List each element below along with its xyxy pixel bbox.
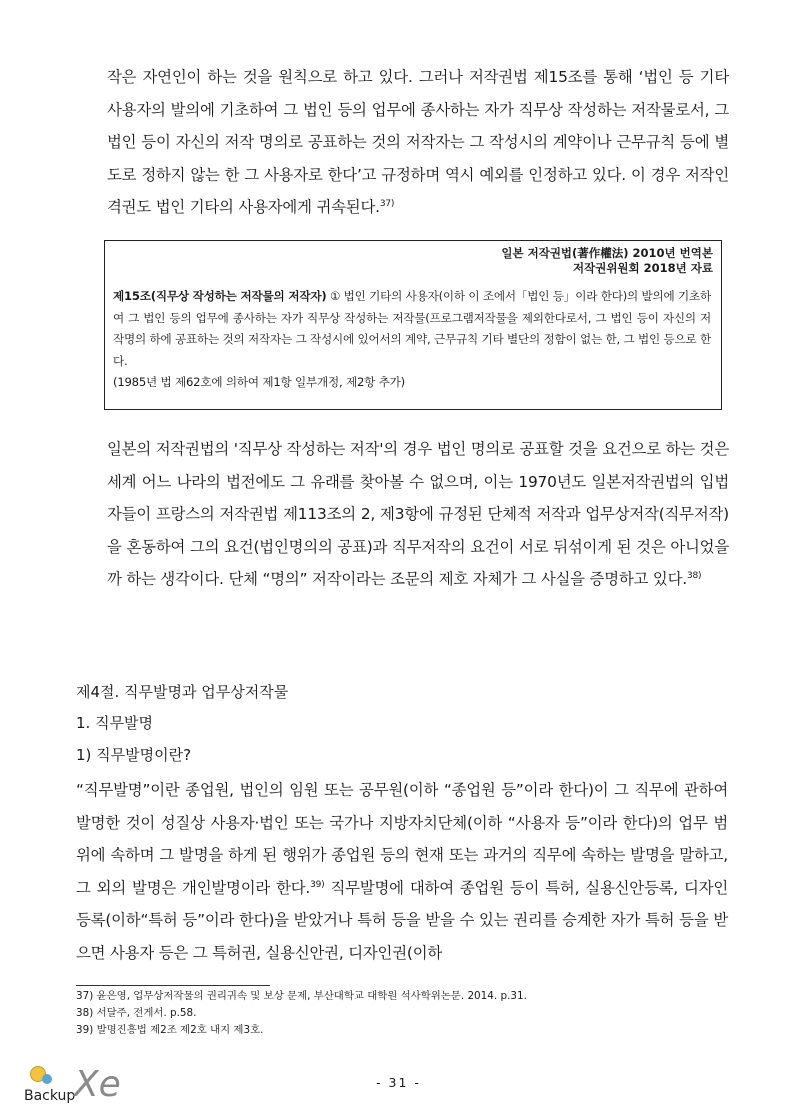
subsection-heading: 1. 직무발명 [76,714,154,732]
article-body: ① 법인 기타의 사용자(이하 이 조에서「법인 등」이라 한다)의 발의에 기초하여 그 법인 등의 업무에 종사하는 자가 직무상 작성하는 저작물(프로그램저작물을 제외한다로서, 그 법인 등이 자신의 저작명의 하에 공표하는 것의 저작자는 그 작성시에 있어서의 계약, 근무규칙 기타 별단의 정함이 없는 한, 그 법인 등으로 한다. [113,289,711,368]
footnote-ref-38[interactable]: 38) [686,571,702,582]
amendment-note: (1985년 법 제62호에 의하여 제1항 일부개정, 제2항 추가) [113,375,405,389]
section-heading: 제4절. 직무발명과 업무상저작물 [76,683,289,701]
paragraph-text: 작은 자연인이 하는 것을 원칙으로 하고 있다. 그러나 저작권법 제15조를 통해 ‘법인 등 기타 사용자의 발의에 기초하여 그 법인 등의 업무에 종사하는 자가 직무상 작성하는 저작물로서, 그 법인 등이 자신의 저작 명의로 공표하는 것의 저작자는 그 작성시의 계약이나 근무규칙 등에 별도로 정하지 않는 한 그 사용자로 한다’고 규정하며 역시 예외를 인정하고 있다. 이 경우 저작인격권도 법인 기타의 사용자에게 귀속된다. [107,68,729,217]
backupxe-logo-icon [0,1060,130,1110]
paragraph-text-a: “직무발명”이란 종업원, 법인의 임원 또는 공무원(이하 “종업원 등”이라 한다)이 그 직무에 관하여 발명한 것이 성질상 사용자·법인 또는 국가나 지방자치단체(이하 “사용자 등”이라 한다)의 업무 범위에 속하며 그 발명을 하게 된 행위가 종업원 등의 현재 또는 과거의 직무에 속하는 발명을 말하고, 그 외의 발명은 개인발명이라 한다. [76,781,728,897]
body-paragraph-1 [107,61,729,224]
footnote-ref-37[interactable]: 37) [379,199,395,210]
body-paragraph-2 [107,433,729,596]
article-title: 제15조(직무상 작성하는 저작물의 저작자) [113,289,327,303]
footnote-38: 38) 서달주, 전게서. p.58. [76,1007,197,1019]
quoted-law-box [104,240,722,410]
footnote-37: 37) 윤은영, 업무상저작물의 권리귀속 및 보상 문제, 부산대학교 대학원 석사학위논문. 2014. p.31. [76,990,527,1002]
footnote-divider [76,985,270,986]
article-text-block [113,286,711,394]
source-label-1: 일본 저작권법(著作權法) 2010년 번역본 [501,246,713,260]
paragraph-text: 일본의 저작권법의 '직무상 작성하는 저작'의 경우 법인 명의로 공표할 것을 요건으로 하는 것은 세계 어느 나라의 법전에도 그 유래를 찾아볼 수 없으며, 이는 1970년도 일본저작권법의 입법자들이 프랑스의 저작권법 제113조의 2, 제3항에 규정된 단체적 저작과 업무상저작(직무저작)을 혼동하여 그의 요건(법인명의의 공표)과 직무저작의 요건이 서로 뒤섞이게 된 것은 아니었을까 하는 생각이다. 단체 “명의” 저작이라는 조문의 제호 자체가 그 사실을 증명하고 있다. [107,440,729,589]
source-label-2: 저작권위원회 2018년 자료 [573,261,713,275]
paragraph-text-b: 직무발명에 대하여 종업원 등이 특허, 실용신안등록, 디자인등록(이하“특허 등”이라 한다)을 받았거나 특허 등을 받을 수 있는 권리를 승계한 자가 특허 등을 받으면 사용자 등은 그 특허권, 실용신안권, 디자인권(이하 [76,878,728,962]
logo-brand-right: Xe [74,1064,121,1105]
footnote-ref-39[interactable]: 39) [310,879,325,890]
logo-brand-left: Backup [24,1088,76,1104]
body-paragraph-3 [76,774,728,970]
footnote-39: 39) 발명진흥법 제2조 제2호 내지 제3호. [76,1024,264,1036]
logo-dot-blue [42,1074,52,1084]
subsubsection-heading: 1) 직무발명이란? [76,746,192,764]
page-number: - 31 - [376,1075,421,1090]
